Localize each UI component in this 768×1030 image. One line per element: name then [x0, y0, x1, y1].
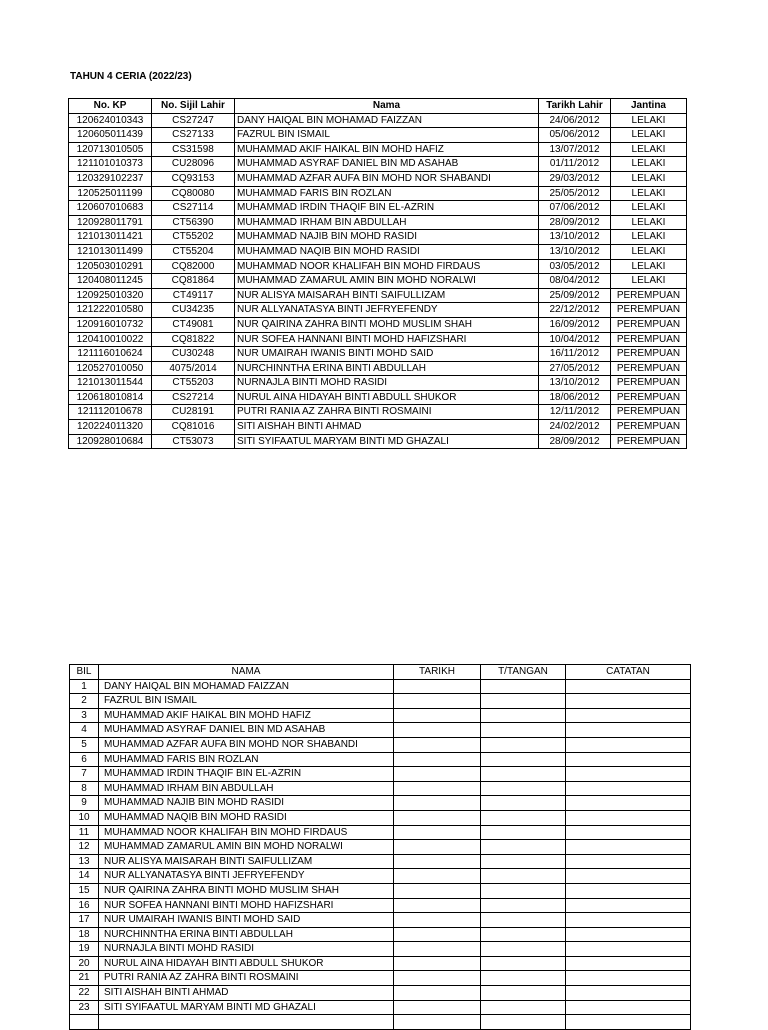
table-row	[70, 708, 691, 723]
cell-nama: MUHAMMAD IRHAM BIN ABDULLAH	[235, 215, 539, 230]
cell-nama: DANY HAIQAL BIN MOHAMAD FAIZZAN	[235, 113, 539, 128]
cell-jantina: PEREMPUAN	[611, 405, 687, 420]
table-row	[69, 157, 687, 172]
cell-nama: MUHAMMAD AKIF HAIKAL BIN MOHD HAFIZ	[235, 142, 539, 157]
cell-catatan	[566, 796, 691, 811]
cell-jantina: LELAKI	[611, 157, 687, 172]
cell-nama: NURNAJLA BINTI MOHD RASIDI	[235, 376, 539, 391]
cell-nama: NURCHINNTHA ERINA BINTI ABDULLAH	[99, 927, 394, 942]
cell-no-sijil-lahir: CS27214	[152, 390, 235, 405]
cell-catatan	[566, 694, 691, 709]
cell-catatan	[566, 781, 691, 796]
cell-tarikh	[394, 737, 481, 752]
cell-catatan	[566, 679, 691, 694]
table-row	[70, 898, 691, 913]
cell-no-sijil-lahir: CT56390	[152, 215, 235, 230]
cell-no-kp: 120410010022	[69, 332, 152, 347]
cell-nama: NUR ALLYANATASYA BINTI JEFRYEFENDY	[235, 303, 539, 318]
cell-t-tangan	[481, 708, 566, 723]
table-row	[69, 288, 687, 303]
col-header-bil: BIL	[70, 665, 99, 680]
cell-no-kp: 121116010624	[69, 347, 152, 362]
table-row	[70, 1000, 691, 1015]
cell-tarikh	[394, 679, 481, 694]
cell-nama: PUTRI RANIA AZ ZAHRA BINTI ROSMAINI	[235, 405, 539, 420]
col-header-catatan: CATATAN	[566, 665, 691, 680]
cell-tarikh	[394, 825, 481, 840]
cell-no-sijil-lahir: 4075/2014	[152, 361, 235, 376]
cell-catatan	[566, 942, 691, 957]
cell-bil: 16	[70, 898, 99, 913]
cell-nama: NUR QAIRINA ZAHRA BINTI MOHD MUSLIM SHAH	[99, 883, 394, 898]
cell-tarikh-lahir: 18/06/2012	[539, 390, 611, 405]
cell-nama: MUHAMMAD ASYRAF DANIEL BIN MD ASAHAB	[235, 157, 539, 172]
table-row	[70, 737, 691, 752]
cell-no-sijil-lahir: CU28096	[152, 157, 235, 172]
cell-nama: MUHAMMAD ASYRAF DANIEL BIN MD ASAHAB	[99, 723, 394, 738]
cell-nama: MUHAMMAD IRHAM BIN ABDULLAH	[99, 781, 394, 796]
cell-tarikh	[394, 956, 481, 971]
cell-nama: PUTRI RANIA AZ ZAHRA BINTI ROSMAINI	[99, 971, 394, 986]
cell-nama: MUHAMMAD NAQIB BIN MOHD RASIDI	[235, 244, 539, 259]
cell-bil: 22	[70, 986, 99, 1001]
cell-nama: SITI AISHAH BINTI AHMAD	[235, 420, 539, 435]
cell-no-kp: 121013011499	[69, 244, 152, 259]
cell-no-sijil-lahir: CT55204	[152, 244, 235, 259]
cell-t-tangan	[481, 825, 566, 840]
table-row	[69, 259, 687, 274]
cell-nama: NUR UMAIRAH IWANIS BINTI MOHD SAID	[99, 913, 394, 928]
cell-nama: MUHAMMAD NOOR KHALIFAH BIN MOHD FIRDAUS	[235, 259, 539, 274]
cell-tarikh-lahir: 10/04/2012	[539, 332, 611, 347]
table-row	[69, 303, 687, 318]
cell-no-sijil-lahir: CQ81864	[152, 274, 235, 289]
cell-catatan	[566, 767, 691, 782]
table-row	[70, 913, 691, 928]
table-row	[69, 376, 687, 391]
cell-tarikh	[394, 840, 481, 855]
cell-t-tangan	[481, 694, 566, 709]
cell-no-kp: 121112010678	[69, 405, 152, 420]
cell-no-kp: 120925010320	[69, 288, 152, 303]
cell-no-kp: 120607010683	[69, 201, 152, 216]
cell-bil: 13	[70, 854, 99, 869]
cell-t-tangan	[481, 956, 566, 971]
table-row	[70, 752, 691, 767]
cell-t-tangan	[481, 679, 566, 694]
cell-no-kp: 121222010580	[69, 303, 152, 318]
table-header-row	[70, 665, 691, 680]
cell-jantina: PEREMPUAN	[611, 376, 687, 391]
cell-tarikh	[394, 898, 481, 913]
cell-bil: 20	[70, 956, 99, 971]
cell-nama: NUR ALISYA MAISARAH BINTI SAIFULLIZAM	[235, 288, 539, 303]
cell-no-sijil-lahir: CS31598	[152, 142, 235, 157]
table-row	[69, 347, 687, 362]
cell-tarikh	[394, 971, 481, 986]
cell-bil: 3	[70, 708, 99, 723]
cell-t-tangan	[481, 1015, 566, 1030]
cell-nama: DANY HAIQAL BIN MOHAMAD FAIZZAN	[99, 679, 394, 694]
table-row	[69, 171, 687, 186]
cell-no-sijil-lahir: CT55203	[152, 376, 235, 391]
cell-tarikh	[394, 869, 481, 884]
cell-no-kp: 120605011439	[69, 128, 152, 143]
table-row	[70, 840, 691, 855]
cell-nama: MUHAMMAD FARIS BIN ROZLAN	[235, 186, 539, 201]
cell-bil: 18	[70, 927, 99, 942]
cell-tarikh-lahir: 08/04/2012	[539, 274, 611, 289]
table-row	[70, 971, 691, 986]
cell-no-kp: 120624010343	[69, 113, 152, 128]
col-header-no-kp: No. KP	[69, 99, 152, 114]
cell-no-kp: 120329102237	[69, 171, 152, 186]
table-row	[70, 723, 691, 738]
cell-t-tangan	[481, 883, 566, 898]
cell-tarikh-lahir: 03/05/2012	[539, 259, 611, 274]
cell-catatan	[566, 708, 691, 723]
cell-nama: MUHAMMAD IRDIN THAQIF BIN EL-AZRIN	[99, 767, 394, 782]
cell-jantina: LELAKI	[611, 128, 687, 143]
cell-tarikh	[394, 781, 481, 796]
table-row	[70, 825, 691, 840]
cell-bil: 14	[70, 869, 99, 884]
cell-tarikh-lahir: 29/03/2012	[539, 171, 611, 186]
cell-catatan	[566, 1015, 691, 1030]
cell-jantina: PEREMPUAN	[611, 332, 687, 347]
table-row	[70, 1015, 691, 1030]
cell-jantina: LELAKI	[611, 186, 687, 201]
cell-tarikh	[394, 723, 481, 738]
cell-tarikh	[394, 986, 481, 1001]
cell-t-tangan	[481, 913, 566, 928]
cell-nama: NURCHINNTHA ERINA BINTI ABDULLAH	[235, 361, 539, 376]
table-row	[69, 420, 687, 435]
cell-nama: NUR QAIRINA ZAHRA BINTI MOHD MUSLIM SHAH	[235, 317, 539, 332]
cell-no-sijil-lahir: CQ80080	[152, 186, 235, 201]
cell-t-tangan	[481, 752, 566, 767]
cell-t-tangan	[481, 971, 566, 986]
table-row	[69, 215, 687, 230]
attendance-table	[69, 664, 691, 1030]
cell-jantina: PEREMPUAN	[611, 434, 687, 449]
cell-nama: MUHAMMAD NAJIB BIN MOHD RASIDI	[99, 796, 394, 811]
cell-catatan	[566, 723, 691, 738]
cell-catatan	[566, 854, 691, 869]
cell-jantina: LELAKI	[611, 215, 687, 230]
cell-no-kp: 120525011199	[69, 186, 152, 201]
cell-jantina: LELAKI	[611, 142, 687, 157]
table-row	[69, 113, 687, 128]
cell-tarikh-lahir: 12/11/2012	[539, 405, 611, 420]
cell-bil: 23	[70, 1000, 99, 1015]
cell-nama: NURUL AINA HIDAYAH BINTI ABDULL SHUKOR	[235, 390, 539, 405]
student-table	[68, 98, 687, 449]
table-row	[70, 796, 691, 811]
cell-no-kp: 120224011320	[69, 420, 152, 435]
cell-nama: NUR SOFEA HANNANI BINTI MOHD HAFIZSHARI	[235, 332, 539, 347]
table-row	[69, 317, 687, 332]
cell-nama: SITI SYIFAATUL MARYAM BINTI MD GHAZALI	[235, 434, 539, 449]
cell-catatan	[566, 898, 691, 913]
cell-t-tangan	[481, 986, 566, 1001]
cell-t-tangan	[481, 927, 566, 942]
col-header-nama: NAMA	[99, 665, 394, 680]
cell-nama: MUHAMMAD ZAMARUL AMIN BIN MOHD NORALWI	[99, 840, 394, 855]
cell-no-kp: 120618010814	[69, 390, 152, 405]
cell-no-sijil-lahir: CQ82000	[152, 259, 235, 274]
cell-t-tangan	[481, 737, 566, 752]
cell-no-sijil-lahir: CU30248	[152, 347, 235, 362]
cell-tarikh-lahir: 24/02/2012	[539, 420, 611, 435]
col-header-tarikh-lahir: Tarikh Lahir	[539, 99, 611, 114]
table-row	[69, 390, 687, 405]
table-row	[70, 956, 691, 971]
cell-no-sijil-lahir: CT53073	[152, 434, 235, 449]
cell-no-sijil-lahir: CS27114	[152, 201, 235, 216]
cell-no-kp: 120916010732	[69, 317, 152, 332]
cell-no-sijil-lahir: CT49081	[152, 317, 235, 332]
page-title: TAHUN 4 CERIA (2022/23)	[70, 71, 192, 82]
cell-tarikh-lahir: 27/05/2012	[539, 361, 611, 376]
cell-jantina: LELAKI	[611, 113, 687, 128]
cell-catatan	[566, 971, 691, 986]
cell-bil: 4	[70, 723, 99, 738]
cell-tarikh	[394, 694, 481, 709]
cell-jantina: LELAKI	[611, 259, 687, 274]
cell-bil: 6	[70, 752, 99, 767]
table-row	[69, 186, 687, 201]
cell-bil: 7	[70, 767, 99, 782]
cell-tarikh-lahir: 25/05/2012	[539, 186, 611, 201]
table-row	[69, 244, 687, 259]
cell-jantina: LELAKI	[611, 244, 687, 259]
table-row	[69, 201, 687, 216]
cell-bil: 12	[70, 840, 99, 855]
cell-tarikh-lahir: 24/06/2012	[539, 113, 611, 128]
table-header-row	[69, 99, 687, 114]
cell-tarikh	[394, 854, 481, 869]
cell-tarikh-lahir: 13/10/2012	[539, 230, 611, 245]
cell-tarikh	[394, 927, 481, 942]
cell-t-tangan	[481, 1000, 566, 1015]
table-row	[69, 230, 687, 245]
cell-tarikh	[394, 752, 481, 767]
cell-catatan	[566, 869, 691, 884]
cell-nama: MUHAMMAD NAQIB BIN MOHD RASIDI	[99, 810, 394, 825]
cell-t-tangan	[481, 840, 566, 855]
cell-no-sijil-lahir: CQ81822	[152, 332, 235, 347]
cell-jantina: LELAKI	[611, 274, 687, 289]
cell-jantina: PEREMPUAN	[611, 288, 687, 303]
cell-t-tangan	[481, 898, 566, 913]
cell-no-sijil-lahir: CU34235	[152, 303, 235, 318]
cell-tarikh-lahir: 28/09/2012	[539, 215, 611, 230]
table-row	[69, 361, 687, 376]
table-row	[70, 694, 691, 709]
cell-nama: NUR SOFEA HANNANI BINTI MOHD HAFIZSHARI	[99, 898, 394, 913]
cell-no-sijil-lahir: CS27133	[152, 128, 235, 143]
table-row	[69, 332, 687, 347]
cell-t-tangan	[481, 781, 566, 796]
cell-catatan	[566, 986, 691, 1001]
cell-no-kp: 120503010291	[69, 259, 152, 274]
cell-no-sijil-lahir: CQ93153	[152, 171, 235, 186]
cell-no-kp: 120527010050	[69, 361, 152, 376]
cell-bil: 15	[70, 883, 99, 898]
cell-no-kp: 121101010373	[69, 157, 152, 172]
cell-t-tangan	[481, 723, 566, 738]
cell-no-kp: 121013011421	[69, 230, 152, 245]
cell-t-tangan	[481, 767, 566, 782]
cell-tarikh	[394, 942, 481, 957]
cell-tarikh-lahir: 25/09/2012	[539, 288, 611, 303]
table-row	[70, 942, 691, 957]
col-header-tarikh: TARIKH	[394, 665, 481, 680]
cell-nama: MUHAMMAD NAJIB BIN MOHD RASIDI	[235, 230, 539, 245]
cell-nama: SITI AISHAH BINTI AHMAD	[99, 986, 394, 1001]
cell-bil: 1	[70, 679, 99, 694]
cell-nama: MUHAMMAD NOOR KHALIFAH BIN MOHD FIRDAUS	[99, 825, 394, 840]
cell-tarikh-lahir: 07/06/2012	[539, 201, 611, 216]
table-row	[70, 810, 691, 825]
table-row	[70, 883, 691, 898]
cell-nama: SITI SYIFAATUL MARYAM BINTI MD GHAZALI	[99, 1000, 394, 1015]
cell-no-kp: 120928010684	[69, 434, 152, 449]
cell-nama	[99, 1015, 394, 1030]
cell-tarikh	[394, 1015, 481, 1030]
cell-no-kp: 120928011791	[69, 215, 152, 230]
table-row	[69, 405, 687, 420]
cell-bil: 21	[70, 971, 99, 986]
cell-t-tangan	[481, 796, 566, 811]
cell-tarikh	[394, 1000, 481, 1015]
cell-jantina: LELAKI	[611, 230, 687, 245]
cell-nama: NURUL AINA HIDAYAH BINTI ABDULL SHUKOR	[99, 956, 394, 971]
cell-tarikh-lahir: 28/09/2012	[539, 434, 611, 449]
table-row	[69, 434, 687, 449]
cell-tarikh-lahir: 13/10/2012	[539, 376, 611, 391]
table-row	[69, 142, 687, 157]
table-row	[69, 128, 687, 143]
cell-catatan	[566, 737, 691, 752]
cell-no-sijil-lahir: CU28191	[152, 405, 235, 420]
cell-tarikh-lahir: 16/09/2012	[539, 317, 611, 332]
cell-bil	[70, 1015, 99, 1030]
cell-nama: MUHAMMAD IRDIN THAQIF BIN EL-AZRIN	[235, 201, 539, 216]
cell-tarikh-lahir: 13/10/2012	[539, 244, 611, 259]
cell-catatan	[566, 752, 691, 767]
col-header-nama: Nama	[235, 99, 539, 114]
cell-catatan	[566, 927, 691, 942]
cell-nama: FAZRUL BIN ISMAIL	[235, 128, 539, 143]
cell-nama: NUR ALLYANATASYA BINTI JEFRYEFENDY	[99, 869, 394, 884]
cell-bil: 5	[70, 737, 99, 752]
cell-bil: 2	[70, 694, 99, 709]
cell-jantina: PEREMPUAN	[611, 347, 687, 362]
cell-jantina: PEREMPUAN	[611, 361, 687, 376]
table-row	[70, 679, 691, 694]
cell-tarikh-lahir: 01/11/2012	[539, 157, 611, 172]
cell-catatan	[566, 825, 691, 840]
cell-no-kp: 120408011245	[69, 274, 152, 289]
cell-nama: MUHAMMAD AZFAR AUFA BIN MOHD NOR SHABANDI	[99, 737, 394, 752]
cell-catatan	[566, 1000, 691, 1015]
cell-t-tangan	[481, 869, 566, 884]
cell-no-sijil-lahir: CS27247	[152, 113, 235, 128]
cell-t-tangan	[481, 942, 566, 957]
col-header-no-sijil-lahir: No. Sijil Lahir	[152, 99, 235, 114]
cell-no-sijil-lahir: CT55202	[152, 230, 235, 245]
cell-nama: NUR UMAIRAH IWANIS BINTI MOHD SAID	[235, 347, 539, 362]
cell-jantina: PEREMPUAN	[611, 317, 687, 332]
cell-nama: NUR ALISYA MAISARAH BINTI SAIFULLIZAM	[99, 854, 394, 869]
cell-tarikh-lahir: 05/06/2012	[539, 128, 611, 143]
cell-no-kp: 121013011544	[69, 376, 152, 391]
student-table-body	[69, 113, 687, 449]
cell-catatan	[566, 840, 691, 855]
cell-bil: 8	[70, 781, 99, 796]
cell-tarikh	[394, 796, 481, 811]
table-row	[70, 767, 691, 782]
cell-nama: MUHAMMAD AKIF HAIKAL BIN MOHD HAFIZ	[99, 708, 394, 723]
cell-jantina: PEREMPUAN	[611, 390, 687, 405]
table-row	[70, 854, 691, 869]
attendance-table-body	[70, 679, 691, 1029]
cell-no-sijil-lahir: CT49117	[152, 288, 235, 303]
col-header-jantina: Jantina	[611, 99, 687, 114]
cell-tarikh-lahir: 22/12/2012	[539, 303, 611, 318]
cell-catatan	[566, 956, 691, 971]
cell-tarikh	[394, 883, 481, 898]
cell-catatan	[566, 883, 691, 898]
cell-catatan	[566, 913, 691, 928]
cell-jantina: LELAKI	[611, 201, 687, 216]
cell-bil: 19	[70, 942, 99, 957]
col-header-t-tangan: T/TANGAN	[481, 665, 566, 680]
table-row	[70, 781, 691, 796]
table-row	[70, 986, 691, 1001]
cell-nama: FAZRUL BIN ISMAIL	[99, 694, 394, 709]
cell-nama: MUHAMMAD ZAMARUL AMIN BIN MOHD NORALWI	[235, 274, 539, 289]
cell-no-sijil-lahir: CQ81016	[152, 420, 235, 435]
cell-bil: 17	[70, 913, 99, 928]
table-row	[70, 869, 691, 884]
cell-tarikh	[394, 913, 481, 928]
cell-tarikh	[394, 708, 481, 723]
cell-t-tangan	[481, 854, 566, 869]
cell-no-kp: 120713010505	[69, 142, 152, 157]
cell-tarikh	[394, 810, 481, 825]
cell-nama: MUHAMMAD AZFAR AUFA BIN MOHD NOR SHABANDI	[235, 171, 539, 186]
cell-tarikh	[394, 767, 481, 782]
cell-jantina: PEREMPUAN	[611, 420, 687, 435]
cell-tarikh-lahir: 16/11/2012	[539, 347, 611, 362]
cell-bil: 11	[70, 825, 99, 840]
table-row	[70, 927, 691, 942]
cell-catatan	[566, 810, 691, 825]
cell-jantina: LELAKI	[611, 171, 687, 186]
cell-bil: 9	[70, 796, 99, 811]
cell-tarikh-lahir: 13/07/2012	[539, 142, 611, 157]
cell-nama: MUHAMMAD FARIS BIN ROZLAN	[99, 752, 394, 767]
table-row	[69, 274, 687, 289]
cell-bil: 10	[70, 810, 99, 825]
cell-t-tangan	[481, 810, 566, 825]
cell-nama: NURNAJLA BINTI MOHD RASIDI	[99, 942, 394, 957]
cell-jantina: PEREMPUAN	[611, 303, 687, 318]
